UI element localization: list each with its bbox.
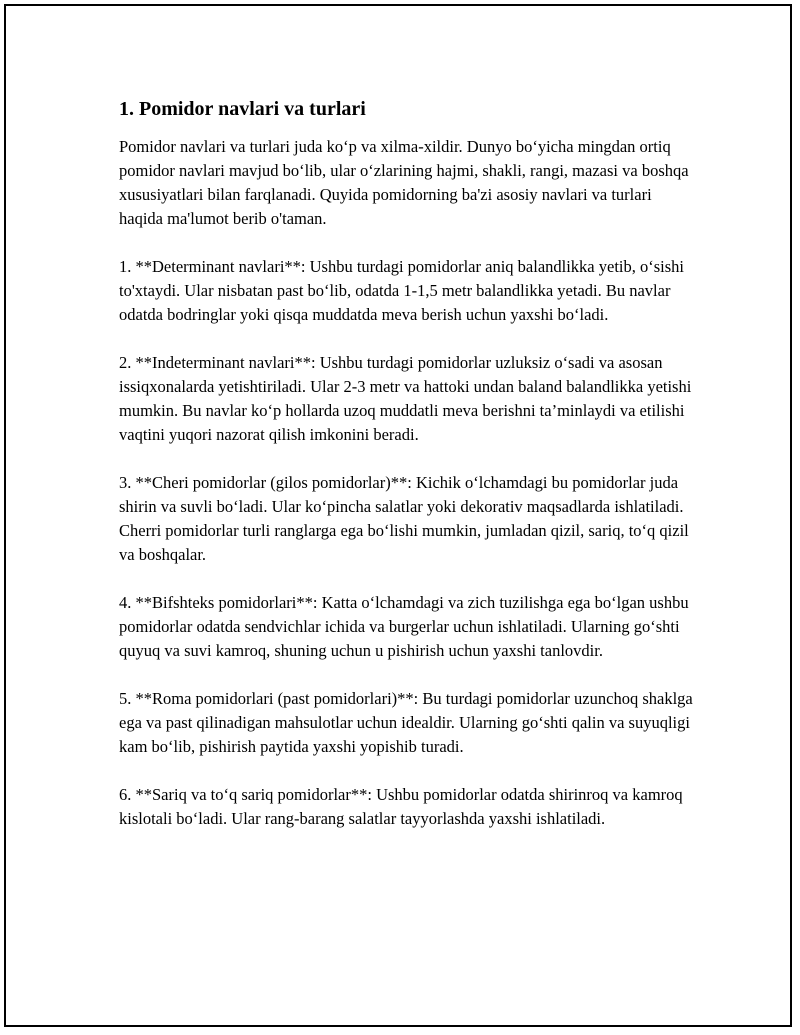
- document-page: [4, 4, 792, 1027]
- intro-paragraph: Pomidor navlari va turlari juda ko‘p va xilma-xildir. Dunyo bo‘yicha mingdan ortiq pomidor navlari mavjud bo‘lib, ular o‘zlarining hajmi, shakli, rangi, mazasi va boshqa xususiyatlari bilan farqlanadi. Quyida pomidorning ba'zi asosiy navlari va turlari haqida ma'lumot berib o'taman.: [119, 137, 689, 228]
- paragraph-beefsteak: 4. **Bifshteks pomidorlari**: Katta o‘lchamdagi va zich tuzilishga ega bo‘lgan ushbu pomidorlar odatda sendvichlar ichida va burgerlar uchun ishlatiladi. Ularning go‘shti quyuq va suvi kamroq, shuning uchun u pishirish uchun yaxshi tanlovdir.: [119, 593, 689, 660]
- paragraph-determinant: 1. **Determinant navlari**: Ushbu turdagi pomidorlar aniq balandlikka yetib, o‘sishi to'xtaydi. Ular nisbatan past bo‘lib, odatda 1-1,5 metr balandlikka yetadi. Bu navlar odatda bodringlar yoki qisqa muddatda meva berish uchun yaxshi bo‘ladi.: [119, 257, 685, 324]
- paragraph-yellow-orange: 6. **Sariq va to‘q sariq pomidorlar**: Ushbu pomidorlar odatda shirinroq va kamroq kislotali bo‘ladi. Ular rang-barang salatlar tayyorlashda yaxshi ishlatiladi.: [119, 785, 683, 828]
- paragraph-roma: 5. **Roma pomidorlari (past pomidorlari)**: Bu turdagi pomidorlar uzunchoq shaklga ega va past qilinadigan mahsulotlar uchun idealdir. Ularning go‘shti qalin va suyuqligi kam bo‘lib, pishirish paytida yaxshi yopishib turadi.: [119, 689, 693, 756]
- paragraph-cherry: 3. **Cheri pomidorlar (gilos pomidorlar)**: Kichik o‘lchamdagi bu pomidorlar juda shirin va suvli bo‘ladi. Ular ko‘pincha salatlar yoki dekorativ maqsadlarda ishlatiladi. Cherri pomidorlar turli ranglarga ega bo‘lishi mumkin, jumladan qizil, sariq, to‘q qizil va boshqalar.: [119, 473, 689, 564]
- document-body: [119, 95, 699, 855]
- section-heading: 1. Pomidor navlari va turlari: [119, 98, 366, 120]
- paragraph-indeterminant: 2. **Indeterminant navlari**: Ushbu turdagi pomidorlar uzluksiz o‘sadi va asosan issiqxonalarda yetishtiriladi. Ular 2-3 metr va hattoki undan baland balandlikka yetishi mumkin. Bu navlar ko‘p hollarda uzoq muddatli meva berishni ta’minlaydi va etilishi vaqtini yuqori nazorat qilish imkonini beradi.: [119, 353, 692, 444]
